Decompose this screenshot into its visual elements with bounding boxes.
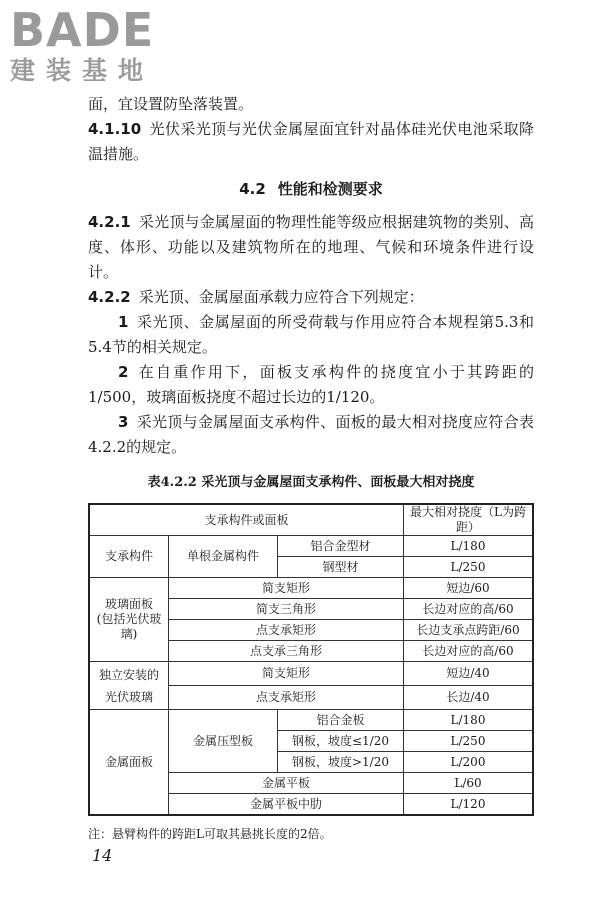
page-content bbox=[88, 92, 534, 847]
table-value-cell: L/180 bbox=[404, 710, 534, 731]
list-item-2 bbox=[88, 360, 534, 410]
clause-4-2-1 bbox=[88, 210, 534, 285]
table-cell: 简支矩形 bbox=[169, 578, 404, 599]
table-group-cell: 金属面板 bbox=[89, 710, 169, 816]
list-item-1 bbox=[88, 310, 534, 360]
paragraph-continuation: 面，宜设置防坠落装置。 bbox=[88, 95, 254, 113]
table-value-cell: 长边支承点跨距/60 bbox=[404, 620, 534, 641]
clause-text: 采光顶与金属屋面的物理性能等级应根据建筑物的类别、高度、体形、功能以及建筑物所在的地理、气候和环境条件进行设计。 bbox=[88, 213, 534, 281]
table-value-cell: L/250 bbox=[404, 731, 534, 752]
table-value-cell: 短边/40 bbox=[404, 662, 534, 686]
table-cell: 点支承三角形 bbox=[169, 641, 404, 662]
table-cell: 点支承矩形 bbox=[169, 686, 404, 710]
list-item-3 bbox=[88, 410, 534, 460]
table-header-row bbox=[89, 504, 533, 536]
section-title: 性能和检测要求 bbox=[277, 180, 383, 198]
table-value-cell: L/180 bbox=[404, 536, 534, 557]
table-caption: 表4.2.2 采光顶与金属屋面支承构件、面板最大相对挠度 bbox=[147, 475, 475, 490]
table-cell: 金属平板 bbox=[169, 773, 404, 794]
table-cell: 点支承矩形 bbox=[169, 620, 404, 641]
table-value-cell: L/60 bbox=[404, 773, 534, 794]
item-number: 1 bbox=[118, 313, 129, 331]
clause-number: 4.1.10 bbox=[88, 120, 142, 138]
table-cell: 金属平板中肋 bbox=[169, 794, 404, 816]
table-cell: 钢板，坡度>1/20 bbox=[278, 752, 404, 773]
item-number: 3 bbox=[118, 413, 129, 431]
table-note: 注：悬臂构件的跨距L可取其悬挑长度的2倍。 bbox=[88, 827, 332, 841]
table-cell: 钢板，坡度≤1/20 bbox=[278, 731, 404, 752]
table-cell: 单根金属构件 bbox=[169, 536, 278, 578]
deflection-table bbox=[88, 503, 534, 816]
table-group-cell: 独立安装的 光伏玻璃 bbox=[89, 662, 169, 710]
clause-4-1-10 bbox=[88, 117, 534, 167]
table-row bbox=[89, 662, 533, 686]
table-value-cell: 长边对应的高/60 bbox=[404, 599, 534, 620]
table-cell: 金属压型板 bbox=[169, 710, 278, 773]
page-number: 14 bbox=[92, 846, 113, 865]
table-cell: 钢型材 bbox=[278, 557, 404, 578]
table-row bbox=[89, 536, 533, 557]
table-value-cell: L/120 bbox=[404, 794, 534, 816]
table-cell: 铝合金型材 bbox=[278, 536, 404, 557]
table-cell: 铝合金板 bbox=[278, 710, 404, 731]
table-group-cell: 玻璃面板 (包括光伏玻璃) bbox=[89, 578, 169, 662]
table-cell: 简支三角形 bbox=[169, 599, 404, 620]
clause-text: 光伏采光顶与光伏金属屋面宜针对晶体硅光伏电池采取降温措施。 bbox=[88, 120, 534, 163]
table-value-cell: 长边对应的高/60 bbox=[404, 641, 534, 662]
item-text: 采光顶、金属屋面的所受荷载与作用应符合本规程第5.3和5.4节的相关规定。 bbox=[88, 313, 534, 356]
logo-subtitle: 建装基地 bbox=[10, 56, 155, 85]
clause-4-2-2 bbox=[88, 285, 534, 310]
item-text: 在自重作用下，面板支承构件的挠度宜小于其跨距的1/500，玻璃面板挠度不超过长边的1/120。 bbox=[88, 363, 534, 406]
table-value-cell: L/250 bbox=[404, 557, 534, 578]
clause-text: 采光顶、金属屋面承载力应符合下列规定： bbox=[138, 288, 424, 306]
table-row bbox=[89, 710, 533, 731]
logo bbox=[10, 3, 180, 86]
item-number: 2 bbox=[118, 363, 129, 381]
table-row bbox=[89, 578, 533, 599]
section-number: 4.2 bbox=[239, 180, 266, 198]
table-cell: 简支矩形 bbox=[169, 662, 404, 686]
section-heading bbox=[88, 177, 534, 202]
table-value-cell: 长边/40 bbox=[404, 686, 534, 710]
clause-number: 4.2.1 bbox=[88, 213, 131, 231]
table-value-cell: 短边/60 bbox=[404, 578, 534, 599]
table-group-cell: 支承构件 bbox=[89, 536, 169, 578]
item-text: 采光顶与金属屋面支承构件、面板的最大相对挠度应符合表4.2.2的规定。 bbox=[88, 413, 534, 456]
clause-number: 4.2.2 bbox=[88, 288, 131, 306]
table-header-cell: 支承构件或面板 bbox=[89, 504, 404, 536]
table-header-cell: 最大相对挠度（L为跨距） bbox=[404, 504, 534, 536]
logo-wordmark: BADE bbox=[10, 3, 155, 57]
table-value-cell: L/200 bbox=[404, 752, 534, 773]
